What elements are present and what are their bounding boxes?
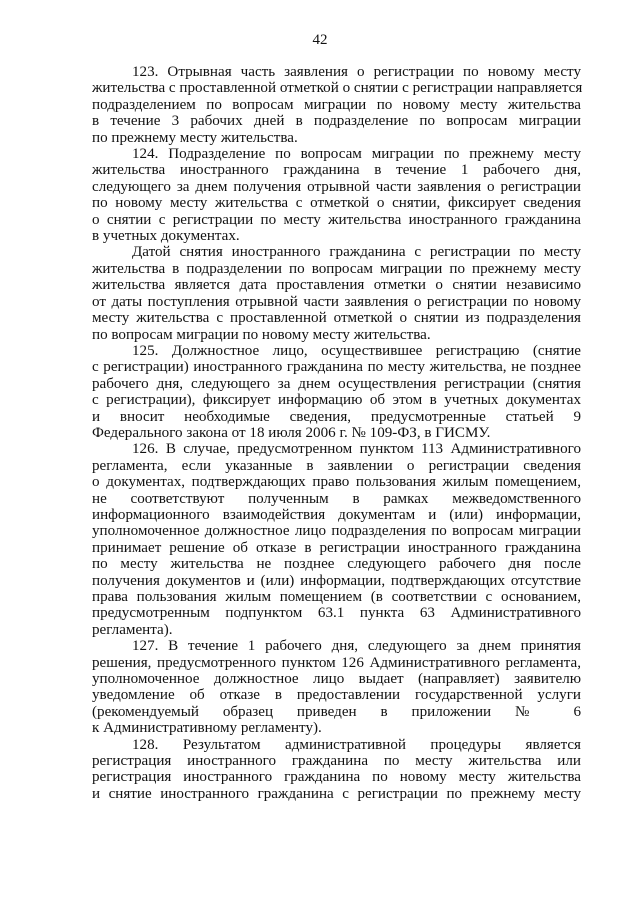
paragraph (92, 638, 581, 736)
text-line: от даты поступления отрывной части заявления о регистрации по новому (92, 293, 581, 310)
text-line: в течение 3 рабочих дней в подразделение по вопросам миграции (92, 113, 581, 130)
text-line: принимает решение об отказе в регистрации иностранного гражданина (92, 539, 581, 556)
text-line: уполномоченное должностное лицо подразделения по вопросам миграции (92, 523, 581, 540)
text-line: решения, предусмотренного пунктом 126 Административного регламента, (92, 654, 581, 671)
text-line: 123. Отрывная часть заявления о регистрации по новому месту (132, 64, 581, 80)
text-line: рабочего дня, следующего за днем осуществления регистрации (снятия (92, 375, 581, 392)
text-line: регистрация иностранного гражданина по новому месту жительства (92, 769, 581, 786)
text-line: права пользования жилым помещением (в соответствии с основанием, (92, 589, 581, 605)
paragraph (92, 441, 581, 638)
text-line: уведомление об отказе в предоставлении государственной услуги (92, 687, 581, 704)
text-line: о снятии с регистрации по месту жительства иностранного гражданина (92, 211, 581, 228)
text-line: жительства является дата проставления отметки о снятии независимо (92, 277, 581, 294)
text-line: с регистрации), фиксирует информацию об этом в учетных документах (92, 392, 581, 409)
text-line: Федерального закона от 18 июля 2006 г. № 109-ФЗ, в ГИСМУ. (92, 424, 491, 441)
text-line: 128. Результатом административной процедуры является (132, 736, 581, 753)
text-line: по вопросам миграции по новому месту жительства. (92, 326, 431, 343)
text-line: (рекомендуемый образец приведен в приложении № 6 (92, 703, 581, 720)
text-line: Датой снятия иностранного гражданина с регистрации по месту (132, 244, 581, 261)
page-number: 42 (312, 32, 328, 48)
text-line: жительства в подразделении по вопросам миграции по прежнему месту (92, 260, 581, 277)
text-line: уполномоченное должностное лицо выдает (направляет) заявителю (92, 671, 581, 688)
text-line: по месту жительства не позднее следующего рабочего дня после (92, 556, 581, 573)
text-line: к Административному регламенту). (92, 720, 322, 737)
text-line: и вносит необходимые сведения, предусмотренные статьей 9 (92, 408, 581, 425)
text-line: 127. В течение 1 рабочего дня, следующего за днем принятия (132, 638, 581, 655)
text-line: с регистрации) иностранного гражданина по месту жительства, не позднее (92, 359, 581, 376)
text-line: подразделением по вопросам миграции по новому месту жительства (92, 96, 581, 113)
text-line: регламента, если указанные в заявлении о регистрации сведения (92, 457, 581, 474)
text-line: в учетных документах. (92, 228, 240, 245)
text-line: месту жительства с проставленной отметкой о снятии из подразделения (92, 310, 581, 327)
paragraph (92, 343, 581, 441)
text-line: и снятие иностранного гражданина с регистрации по прежнему месту (92, 785, 581, 802)
paragraph (92, 146, 581, 244)
paragraph (92, 64, 581, 146)
paragraph (92, 244, 581, 342)
text-line: о документах, подтверждающих право пользования жилым помещением, (92, 474, 581, 491)
text-line: следующего за днем получения отрывной части заявления о регистрации (92, 178, 581, 195)
text-line: получения документов и (или) информации, подтверждающих отсутствие (92, 572, 581, 589)
text-line: 124. Подразделение по вопросам миграции по прежнему месту (132, 146, 581, 163)
document-body (92, 64, 581, 802)
text-line: информационного взаимодействия документам и (или) информации, (92, 506, 581, 523)
text-line: регистрация иностранного гражданина по месту жительства или (92, 753, 581, 770)
text-line: не соответствуют полученным в рамках межведомственного (92, 490, 581, 507)
text-line: жительства иностранного гражданина в течение 1 рабочего дня, (92, 162, 581, 179)
text-line: по новому месту жительства с отметкой о снятии, фиксирует сведения (92, 195, 581, 212)
text-line: 126. В случае, предусмотренном пунктом 113 Административного (132, 441, 581, 458)
text-line: 125. Должностное лицо, осуществившее регистрацию (снятие (132, 342, 581, 359)
text-line: жительства с проставленной отметкой о снятии с регистрации направляется (92, 80, 583, 97)
text-line: регламента). (92, 621, 173, 638)
text-line: предусмотренным подпунктом 63.1 пункта 63 Административного (92, 605, 581, 622)
text-line: по прежнему месту жительства. (92, 129, 298, 146)
paragraph (92, 737, 581, 803)
